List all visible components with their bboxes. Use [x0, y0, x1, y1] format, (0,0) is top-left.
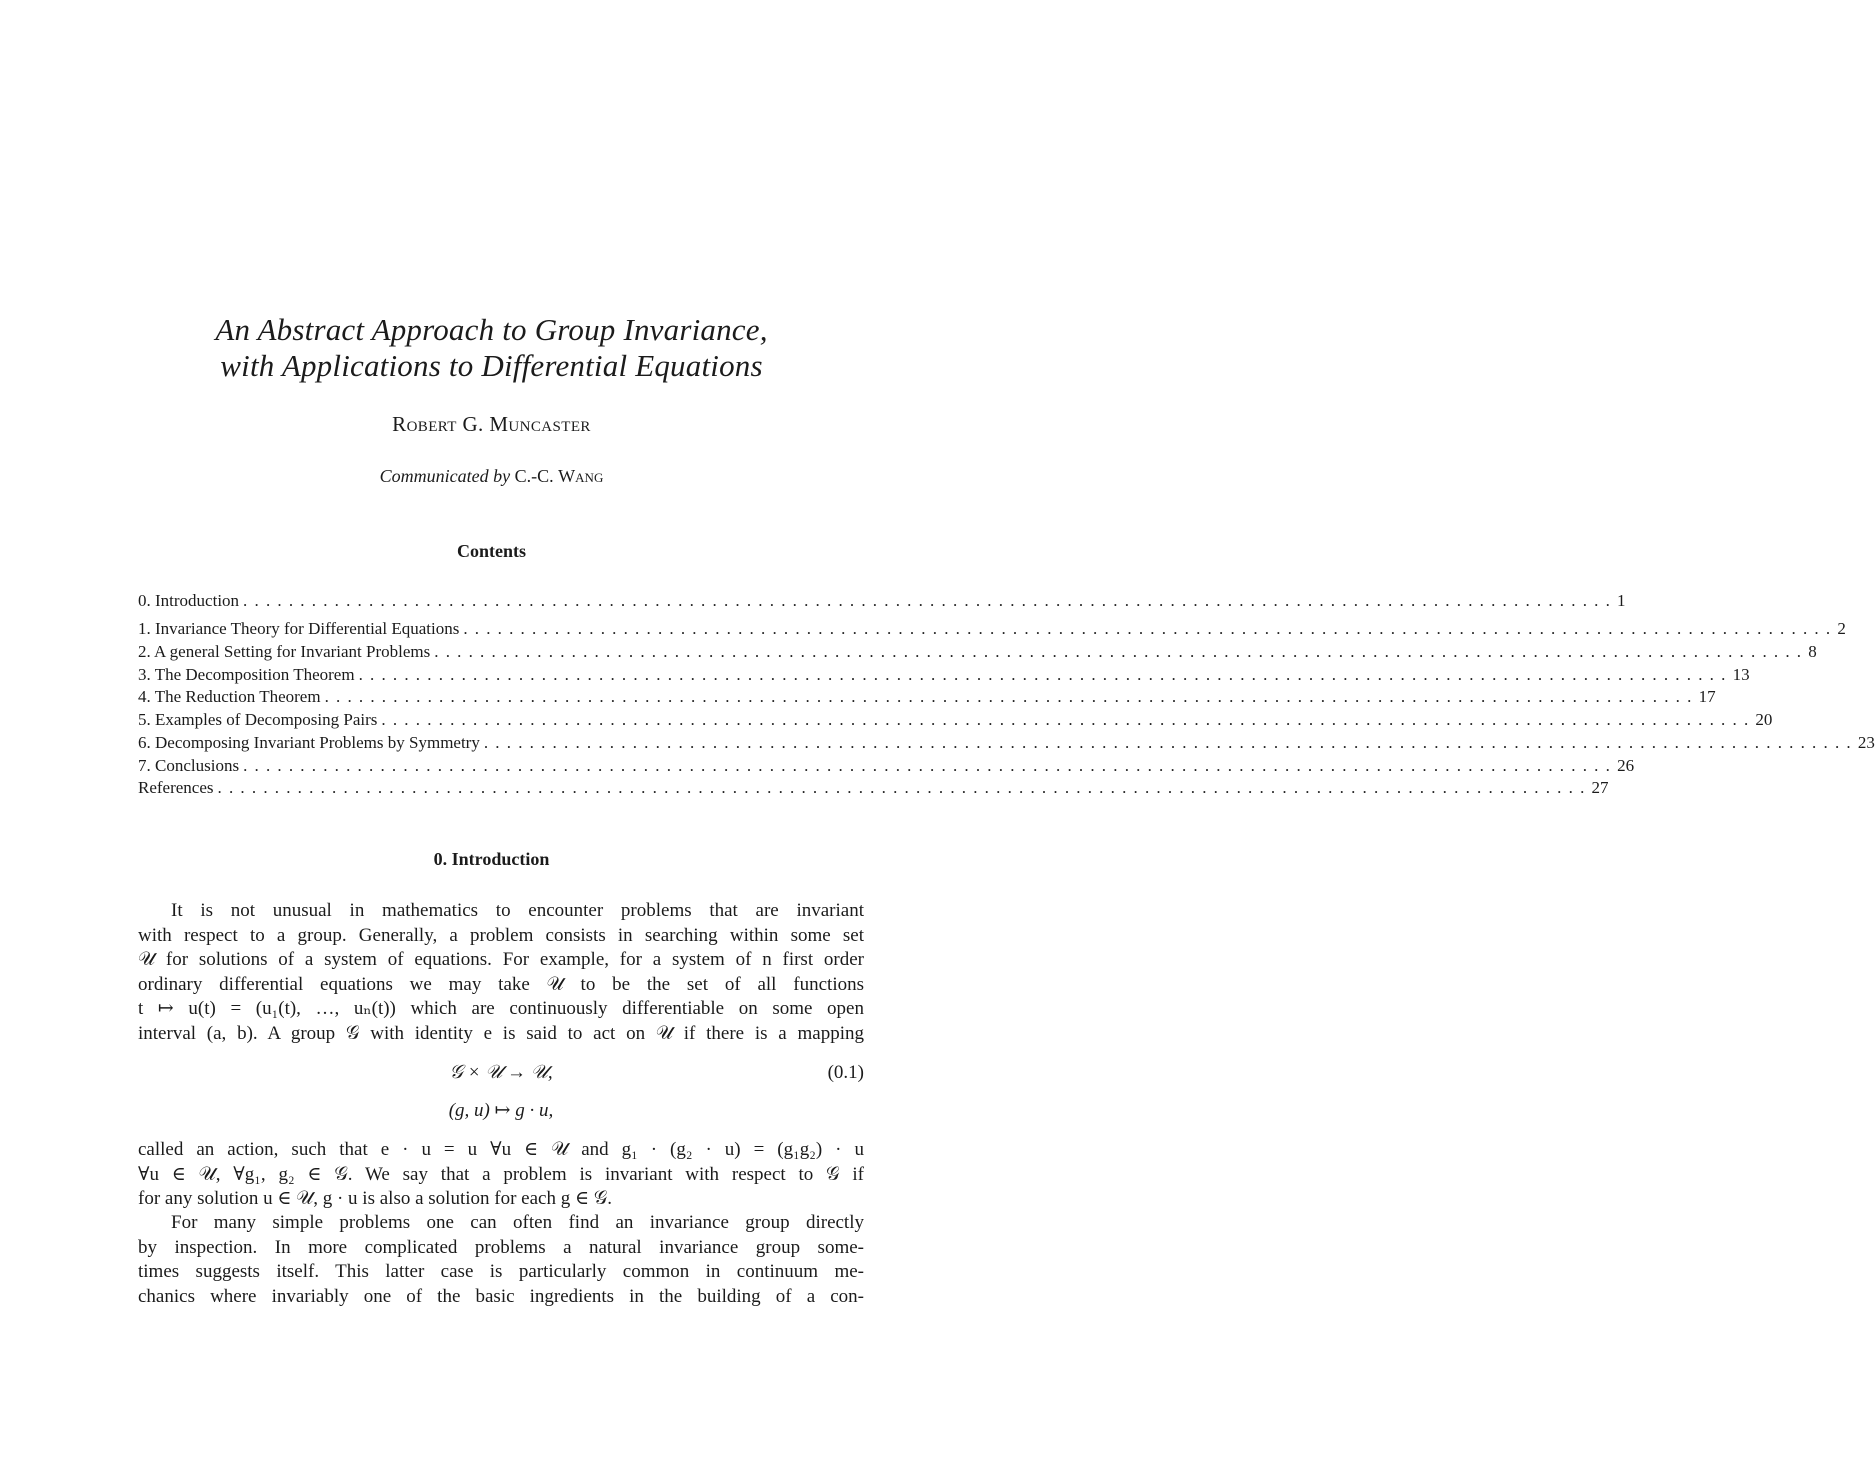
paragraph-line: It is not unusual in mathematics to encounter problems that are invariant — [171, 900, 864, 921]
paragraph-line: with respect to a group. Generally, a problem consists in searching within some set — [138, 924, 864, 946]
paragraph-line: called an action, such that e · u = u ∀u ∈ 𝒰 and g₁ · (g₂ · u) = (g₁g₂) · u — [138, 1139, 864, 1160]
paragraph-1 — [138, 899, 864, 1047]
paragraph-line: ordinary differential equations we may take 𝒰 to be the set of all functions — [138, 973, 864, 995]
toc-entry-label: 7. Conclusions — [138, 756, 240, 775]
toc-entry — [138, 709, 1773, 731]
toc-entry — [138, 686, 1716, 708]
toc-leader-dots: ........................................................................................................................ — [243, 756, 1618, 775]
toc-entry — [138, 641, 1817, 663]
toc-leader-dots: ........................................................................................................................ — [243, 591, 1618, 610]
paragraph-line: t ↦ u(t) = (u₁(t), …, uₙ(t)) which are continuously differentiable on some open — [138, 998, 864, 1020]
toc-leader-dots: ........................................................................................................................ — [324, 687, 1699, 706]
toc-leader-dots: ........................................................................................................................ — [463, 619, 1838, 638]
paper-title-line-1: An Abstract Approach to Group Invariance, — [215, 312, 768, 347]
paper-title-line-2: with Applications to Differential Equations — [220, 348, 763, 383]
paragraph-line: for any solution u ∈ 𝒰, g · u is also a solution for each g ∈ 𝒢. — [138, 1188, 613, 1210]
toc-entry — [138, 777, 1609, 799]
toc-entry-label: 0. Introduction — [138, 591, 240, 610]
paragraph-line: by inspection. In more complicated problems a natural invariance group some- — [138, 1236, 864, 1258]
paragraph-line: chanics where invariably one of the basic ingredients in the building of a con- — [138, 1285, 864, 1307]
paragraph-line: For many simple problems one can often find an invariance group directly — [171, 1212, 864, 1233]
toc-entry — [138, 590, 1626, 612]
toc-entry — [138, 618, 1846, 640]
toc-entry-page: 8 — [1808, 642, 1817, 661]
toc-leader-dots: ........................................................................................................................ — [483, 733, 1858, 752]
equation-line-1: 𝒢 × 𝒰 → 𝒰, — [449, 1062, 553, 1083]
toc-entry-page: 20 — [1755, 710, 1773, 729]
toc-entry — [138, 755, 1635, 777]
author-name: Robert G. Muncaster — [392, 412, 591, 436]
toc-entry — [138, 732, 1875, 754]
toc-leader-dots: ........................................................................................................................ — [434, 642, 1809, 661]
toc-entry-page: 23 — [1857, 733, 1875, 752]
paragraph-2 — [138, 1138, 864, 1212]
equation-number: (0.1) — [827, 1062, 864, 1083]
toc-entry-label: 5. Examples of Decomposing Pairs — [138, 710, 378, 729]
communicator-initials: C.-C. — [514, 466, 554, 486]
section-heading: 0. Introduction — [433, 849, 550, 869]
toc-entry-page: 26 — [1617, 756, 1635, 775]
communicated-by — [0, 466, 983, 487]
equation-0-1 — [138, 1062, 864, 1088]
toc-entry-label: 2. A general Setting for Invariant Problems — [138, 642, 431, 661]
paragraph-line: ∀u ∈ 𝒰, ∀g₁, g₂ ∈ 𝒢. We say that a problem is invariant with respect to 𝒢 if — [138, 1163, 864, 1185]
toc-entry-label: 1. Invariance Theory for Differential Equations — [138, 619, 460, 638]
communicated-prefix: Communicated by — [379, 466, 511, 486]
contents-heading: Contents — [456, 541, 526, 561]
toc-leader-dots: ........................................................................................................................ — [358, 665, 1733, 684]
toc-entry-label: 3. The Decomposition Theorem — [138, 665, 355, 684]
toc-entry-label: 6. Decomposing Invariant Problems by Symmetry — [138, 733, 480, 752]
equation-line-2: (g, u) ↦ g · u, — [448, 1100, 554, 1121]
paragraph-line: 𝒰 for solutions of a system of equations. For example, for a system of n first order — [138, 949, 864, 971]
toc-entry-page: 17 — [1698, 687, 1716, 706]
equation-0-1-mapping — [138, 1099, 864, 1125]
toc-entry — [138, 664, 1750, 686]
toc-entry-label: 4. The Reduction Theorem — [138, 687, 321, 706]
paragraph-line: times suggests itself. This latter case is particularly common in continuum me- — [138, 1261, 864, 1283]
toc-entry-page: 2 — [1837, 619, 1846, 638]
paragraph-3 — [138, 1211, 864, 1309]
toc-entry-page: 27 — [1591, 778, 1609, 797]
toc-leader-dots: ........................................................................................................................ — [381, 710, 1756, 729]
toc-entry-page: 1 — [1617, 591, 1626, 610]
paragraph-line: interval (a, b). A group 𝒢 with identity e is said to act on 𝒰 if there is a mapping — [138, 1022, 864, 1044]
toc-entry-page: 13 — [1732, 665, 1750, 684]
communicator-last-name: Wang — [558, 466, 604, 486]
toc-entry-label: References — [138, 778, 214, 797]
toc-leader-dots: ........................................................................................................................ — [217, 778, 1592, 797]
